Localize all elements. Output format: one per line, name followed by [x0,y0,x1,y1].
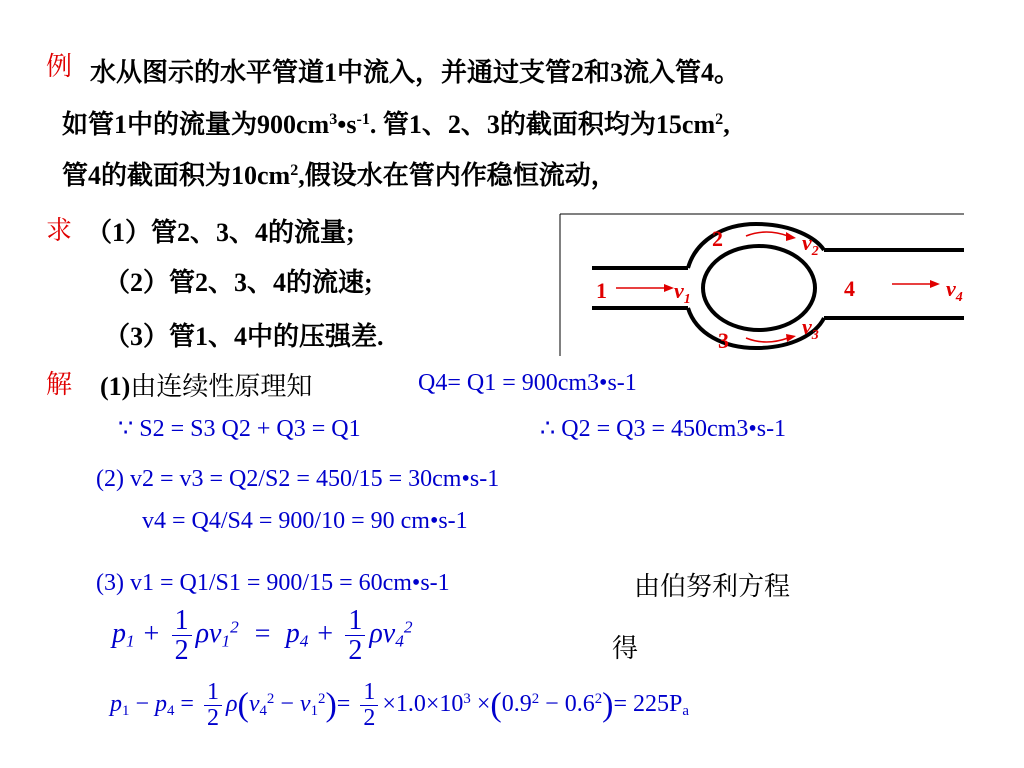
step-1b-given: ∵ S2 = S3 Q2 + Q3 = Q1 [118,416,361,442]
flow-arrow-2 [746,232,788,236]
questions-tag: 求 [46,216,73,246]
step-2-velocity-2-3: (2) v2 = v3 = Q2/S2 = 450/15 = 30cm•s-1 [96,466,500,492]
step-1-equation: Q4= Q1 = 900cm3•s-1 [418,370,637,396]
de-text: 得 [612,634,639,664]
velocity-label-v4: $v_4$ [946,276,963,305]
question-3: （3）管1、4中的压强差. [104,322,384,351]
pipe-label-4: 4 [844,276,855,301]
velocity-label-v3: $v_3$ [802,314,819,343]
step-1b-result: ∴ Q2 = Q3 = 450cm3•s-1 [540,416,787,442]
flow-arrow-2-head [786,232,796,241]
problem-line-1: 水从图示的水平管道1中流入，并通过支管2和3流入管4。 [90,58,741,87]
pressure-difference-equation: $p_1 - p_4$ = $\frac{1}{2}$ $\rho(v_4^2 - v_1^2)=$ $\frac{1}{2}$ $\times 1.0\times 10^3 \times(0.9^2 - 0.6^2)= 225P_a$ [110,679,689,732]
example-tag: 例 [46,52,73,82]
step-3-velocity-1: (3) v1 = Q1/S1 = 900/15 = 60cm•s-1 [96,570,450,596]
inner-ring-wall [703,246,815,330]
velocity-label-v1: $v_1$ [674,278,691,307]
bernoulli-text: 由伯努利方程 [634,572,791,602]
question-2: （2）管2、3、4的流速; [104,268,373,297]
flow-arrow-3 [746,338,788,342]
pipe-diagram [556,210,966,360]
step-2-velocity-4: v4 = Q4/S4 = 900/10 = 90 cm•s-1 [142,508,468,534]
pipe-label-1: 1 [596,278,607,303]
problem-line-2: 如管1中的流量为$900cm^3•s^{-1}$. 管1、2、3的截面积均为$15cm^2$, [62,110,730,139]
solution-tag: 解 [46,370,73,400]
flow-arrow-1-head [664,284,674,292]
question-1: （1）管2、3、4的流量; [86,218,355,247]
flow-arrow-4-head [930,280,940,288]
velocity-label-v2: $v_2$ [802,230,819,259]
bernoulli-equation: $p_1$ + $\frac{1}{2}$ $\rho v_1^2 = p_4$ + $\frac{1}{2}$ $\rho v_4^2$ [112,605,413,667]
problem-line-3: 管4的截面积为$10cm^2$,假设水在管内作稳恒流动， [62,161,617,190]
pipe-label-3: 3 [718,328,729,353]
step-1-intro: (1)由连续性原理知 [100,372,313,402]
pipe-label-2: 2 [712,226,723,251]
